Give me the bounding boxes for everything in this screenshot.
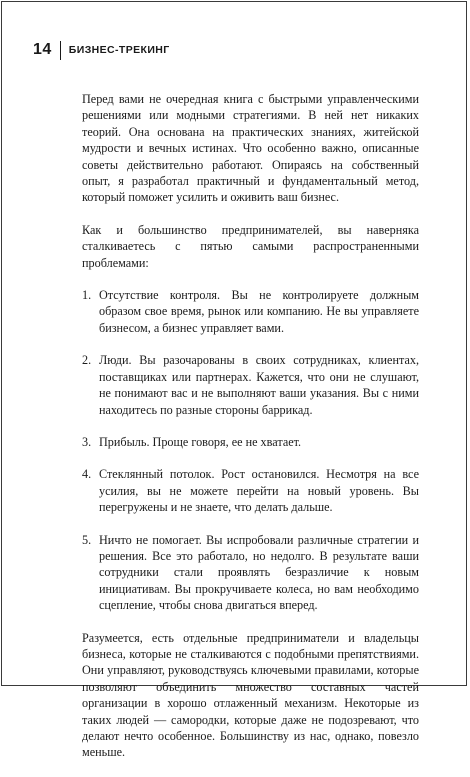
- list-item: [82, 466, 419, 515]
- list-item: [82, 287, 419, 336]
- list-item: [82, 532, 419, 614]
- running-head: [33, 40, 170, 60]
- list-item-text: Люди. Вы разочарованы в своих сотрудниках, клиентах, поставщиках или партнерах. Кажется, что они не слушают, не понимают вас и не выполняют ваши указания. Вы с ними находитесь по разные стороны баррикад.: [99, 353, 419, 417]
- list-item-text: Прибыль. Проще говоря, ее не хватает.: [99, 434, 302, 449]
- problem-list: [82, 287, 419, 614]
- list-item-number: 5.: [82, 532, 92, 547]
- list-item-number: 3.: [82, 434, 92, 449]
- list-item-number: 4.: [82, 467, 92, 482]
- book-page: [1, 1, 467, 760]
- list-item: [82, 434, 419, 450]
- body-text: [82, 91, 419, 777]
- list-item-text: Стеклянный потолок. Рост остановился. Несмотря на все усилия, вы не можете перейти на новый уровень. Вы перегружены и не знаете, что делать дальше.: [99, 467, 419, 515]
- paragraph-intro: Перед вами не очередная книга с быстрыми управленческими решениями или модными стратегиями. В ней нет никаких теорий. Она основана на практических знаниях, житейской мудрости и вечных истинах. Что особенно важно, описанные советы действительно работают. Опираясь на собственный опыт, я разработал практичный и фундаментальный метод, который поможет усилить и оживить ваш бизнес.: [82, 92, 419, 205]
- page-number: 14: [33, 41, 52, 58]
- list-item-number: 2.: [82, 353, 92, 368]
- header-divider: [60, 41, 61, 60]
- list-item-text: Ничто не помогает. Вы испробовали различные стратегии и решения. Все это работало, но недолго. В результате ваши сотрудники стали проявлять безразличие к новым инициативам. Вы прокручиваете колеса, но вам необходимо сцепление, чтобы снова двигаться вперед.: [99, 532, 419, 613]
- list-item-number: 1.: [82, 288, 92, 303]
- running-title: БИЗНЕС-ТРЕКИНГ: [68, 44, 170, 56]
- paragraph-conclusion: Разумеется, есть отдельные предприниматели и владельцы бизнеса, которые не сталкиваются с подобными препятствиями. Они управляют, руководствуясь ключевыми правилами, которые позволяют объединить множество составных частей организации в хорошо отлаженный механизм. Некоторые из таких людей — самородки, которые даже не подозревают, что делают нечто особенное. Большинству из нас, однако, повезло меньше.: [82, 630, 419, 760]
- paragraph-problems-lead: Как и большинство предпринимателей, вы наверняка сталкиваетесь с пятью самыми распространенными проблемами:: [82, 222, 419, 270]
- list-item: [82, 352, 419, 418]
- list-item-text: Отсутствие контроля. Вы не контролируете должным образом свое время, рынок или компанию. Не вы управляете бизнесом, а бизнес управляет вами.: [99, 288, 419, 335]
